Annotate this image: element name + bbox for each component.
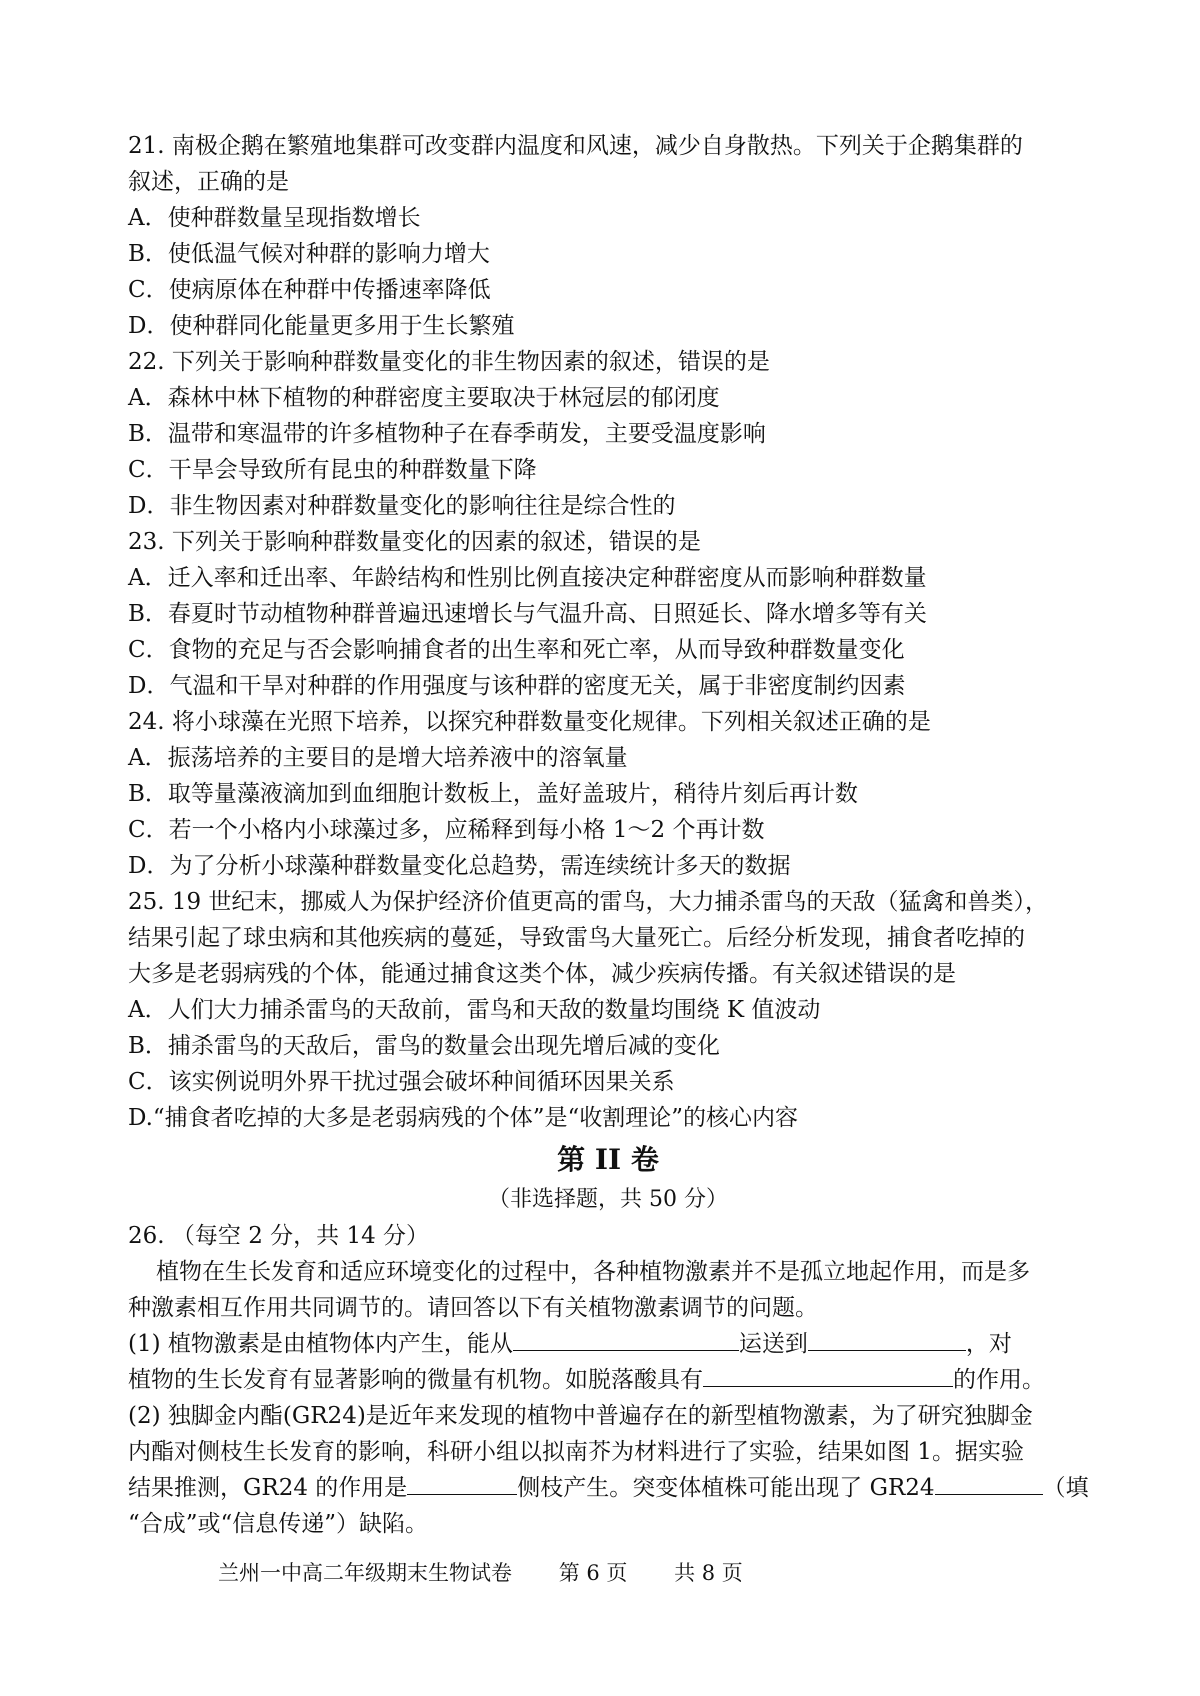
subquestion-text: (1) 植物激素是由植物体内产生，能从 — [128, 1331, 513, 1357]
question-stem: 25. 19 世纪末，挪威人为保护经济价值更高的雷鸟，大力捕杀雷鸟的天敌（猛禽和兽类）， — [128, 889, 1048, 915]
page-total: 共 8 页 — [674, 1561, 743, 1585]
answer-blank[interactable] — [407, 1470, 517, 1495]
option-d: D.“捕食者吃掉的大多是老弱病残的个体”是“收割理论”的核心内容 — [128, 1105, 798, 1131]
question-23 — [128, 524, 1088, 704]
intro-text: 植物在生长发育和适应环境变化的过程中，各种植物激素并不是孤立地起作用，而是多 — [156, 1259, 1030, 1285]
answer-blank[interactable] — [808, 1326, 966, 1351]
option-b: B．使低温气候对种群的影响力增大 — [128, 241, 490, 267]
option-b: B．温带和寒温带的许多植物种子在春季萌发，主要受温度影响 — [128, 421, 766, 447]
subquestion-text: 的作用。 — [953, 1367, 1045, 1393]
option-a: A．人们大力捕杀雷鸟的天敌前，雷鸟和天敌的数量均围绕 K 值波动 — [128, 997, 821, 1023]
option-b: B．春夏时节动植物种群普遍迅速增长与气温升高、日照延长、降水增多等有关 — [128, 601, 927, 627]
option-c: C．若一个小格内小球藻过多，应稀释到每小格 1～2 个再计数 — [128, 817, 765, 843]
answer-blank[interactable] — [703, 1362, 953, 1387]
question-stem: 23. 下列关于影响种群数量变化的因素的叙述，错误的是 — [128, 529, 701, 555]
question-26 — [128, 1218, 1088, 1542]
question-24 — [128, 704, 1088, 884]
answer-blank[interactable] — [935, 1470, 1043, 1495]
option-c: C．食物的充足与否会影响捕食者的出生率和死亡率，从而导致种群数量变化 — [128, 637, 905, 663]
answer-blank[interactable] — [513, 1326, 739, 1351]
question-stem: 结果引起了球虫病和其他疾病的蔓延，导致雷鸟大量死亡。后经分析发现，捕食者吃掉的 — [128, 925, 1025, 951]
question-stem: 24. 将小球藻在光照下培养，以探究种群数量变化规律。下列相关叙述正确的是 — [128, 709, 931, 735]
option-c: C．该实例说明外界干扰过强会破坏种间循环因果关系 — [128, 1069, 675, 1095]
option-a: A．使种群数量呈现指数增长 — [128, 205, 421, 231]
subquestion-2-cont: “合成”或“信息传递”）缺陷。 — [128, 1511, 429, 1537]
option-c: C．干旱会导致所有昆虫的种群数量下降 — [128, 457, 537, 483]
subquestion-text: ，对 — [965, 1331, 1012, 1357]
question-22 — [128, 344, 1088, 524]
option-d: D．使种群同化能量更多用于生长繁殖 — [128, 313, 515, 339]
option-c: C．使病原体在种群中传播速率降低 — [128, 277, 491, 303]
option-a: A．森林中林下植物的种群密度主要取决于林冠层的郁闭度 — [128, 385, 720, 411]
page-footer — [218, 1558, 783, 1588]
question-stem: 大多是老弱病残的个体，能通过捕食这类个体，减少疾病传播。有关叙述错误的是 — [128, 961, 956, 987]
intro-text: 种激素相互作用共同调节的。请回答以下有关植物激素调节的问题。 — [128, 1295, 818, 1321]
question-stem: 22. 下列关于影响种群数量变化的非生物因素的叙述，错误的是 — [128, 349, 770, 375]
subquestion-2-cont: 内酯对侧枝生长发育的影响，科研小组以拟南芥为材料进行了实验，结果如图 1。据实验 — [128, 1439, 1024, 1465]
option-d: D．非生物因素对种群数量变化的影响往往是综合性的 — [128, 493, 676, 519]
exam-page — [128, 128, 1088, 1542]
subquestion-text: 植物的生长发育有显著影响的微量有机物。如脱落酸具有 — [128, 1367, 703, 1393]
question-header: 26. （每空 2 分，共 14 分） — [128, 1223, 430, 1249]
question-stem: 叙述，正确的是 — [128, 169, 289, 195]
subquestion-1 — [128, 1326, 1088, 1362]
subquestion-1-cont — [128, 1362, 1088, 1398]
option-b: B．捕杀雷鸟的天敌后，雷鸟的数量会出现先增后减的变化 — [128, 1033, 720, 1059]
option-a: A．迁入率和迁出率、年龄结构和性别比例直接决定种群密度从而影响种群数量 — [128, 565, 927, 591]
option-a: A．振荡培养的主要目的是增大培养液中的溶氧量 — [128, 745, 628, 771]
subquestion-text: 侧枝产生。突变体植株可能出现了 GR24 — [517, 1475, 935, 1501]
section-subtitle: （非选择题，共 50 分） — [488, 1187, 728, 1212]
subquestion-text: 运送到 — [738, 1331, 808, 1357]
question-25 — [128, 884, 1088, 1136]
subquestion-2-cont — [128, 1470, 1088, 1506]
section-title: 第 II 卷 — [557, 1143, 659, 1176]
subquestion-2: (2) 独脚金内酯(GR24)是近年来发现的植物中普遍存在的新型植物激素，为了研究独脚金 — [128, 1403, 1033, 1429]
option-b: B．取等量藻液滴加到血细胞计数板上，盖好盖玻片，稍待片刻后再计数 — [128, 781, 858, 807]
page-number: 第 6 页 — [558, 1561, 628, 1585]
option-d: D．为了分析小球藻种群数量变化总趋势，需连续统计多天的数据 — [128, 853, 791, 879]
subquestion-text: （填 — [1042, 1475, 1089, 1501]
exam-title: 兰州一中高二年级期末生物试卷 — [218, 1561, 512, 1585]
question-stem: 21. 南极企鹅在繁殖地集群可改变群内温度和风速，减少自身散热。下列关于企鹅集群的 — [128, 133, 1023, 159]
subquestion-text: 结果推测，GR24 的作用是 — [128, 1475, 408, 1501]
option-d: D．气温和干旱对种群的作用强度与该种群的密度无关，属于非密度制约因素 — [128, 673, 906, 699]
question-21 — [128, 128, 1088, 344]
